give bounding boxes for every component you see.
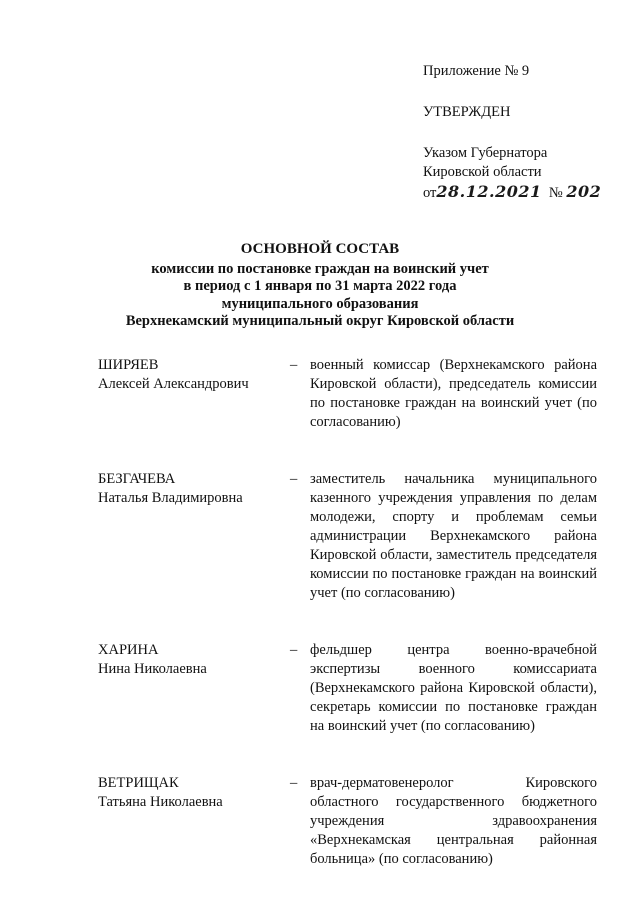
member-entry <box>98 774 598 869</box>
members-list <box>98 356 598 869</box>
member-dash: – <box>290 642 298 658</box>
member-surname: ВЕТРИЩАК <box>98 775 179 791</box>
title-line-2: в период с 1 января по 31 марта 2022 года <box>183 278 457 294</box>
member-surname: ШИРЯЕВ <box>98 357 159 373</box>
member-surname: ХАРИНА <box>98 642 159 658</box>
member-given-names: Алексей Александрович <box>98 376 249 392</box>
member-dash: – <box>290 471 298 487</box>
appendix-label: Приложение № 9 <box>423 63 530 79</box>
decree-line-2: Кировской области <box>423 164 542 180</box>
document-title <box>60 241 580 331</box>
member-entry <box>98 356 598 432</box>
member-name <box>98 641 288 679</box>
number-prefix: № <box>548 185 563 201</box>
member-name <box>98 774 288 812</box>
member-role: врач-дерматовенеролог Кировского областного государственного бюджетного учреждения здравоохранения «Верхнекамская центральная районная больница» (по согласованию) <box>310 775 597 867</box>
decree-line-1: Указом Губернатора <box>423 145 548 161</box>
handwritten-number: 202 <box>566 182 602 201</box>
member-dash: – <box>290 775 298 791</box>
date-prefix: от <box>423 185 437 201</box>
title-line-3: муниципального образования <box>221 295 419 312</box>
title-line-1: комиссии по постановке граждан на воинский учет <box>151 260 489 277</box>
approved-label: УТВЕРЖДЕН <box>423 104 511 120</box>
handwritten-date: 28.12.2021 <box>436 182 542 201</box>
member-surname: БЕЗГАЧЕВА <box>98 471 176 487</box>
member-entry <box>98 470 598 603</box>
approval-block <box>423 62 623 203</box>
member-given-names: Татьяна Николаевна <box>98 794 223 810</box>
title-main: ОСНОВНОЙ СОСТАВ <box>240 241 400 257</box>
decree-date-line <box>423 182 623 203</box>
member-role: фельдшер центра военно-врачебной экспертизы военного комиссариата (Верхнекамского района Кировской области), секретарь комиссии по постановке граждан на воинский учет (по согласованию) <box>310 642 597 734</box>
member-name <box>98 470 288 508</box>
title-line-4: Верхнекамский муниципальный округ Кировской области <box>125 313 515 329</box>
member-role: заместитель начальника муниципального казенного учреждения управления по делам молодежи, спорту и проблемам семьи администрации Верхнекамского района Кировской области, заместитель председателя комиссии по постановке граждан на воинский учет (по согласованию) <box>310 471 597 601</box>
member-role: военный комиссар (Верхнекамского района Кировской области), председатель комиссии по постановке граждан на воинский учет (по согласованию) <box>310 357 597 430</box>
member-given-names: Нина Николаевна <box>98 661 207 677</box>
member-name <box>98 356 288 394</box>
member-entry <box>98 641 598 736</box>
member-given-names: Наталья Владимировна <box>98 490 243 506</box>
member-dash: – <box>290 357 298 373</box>
